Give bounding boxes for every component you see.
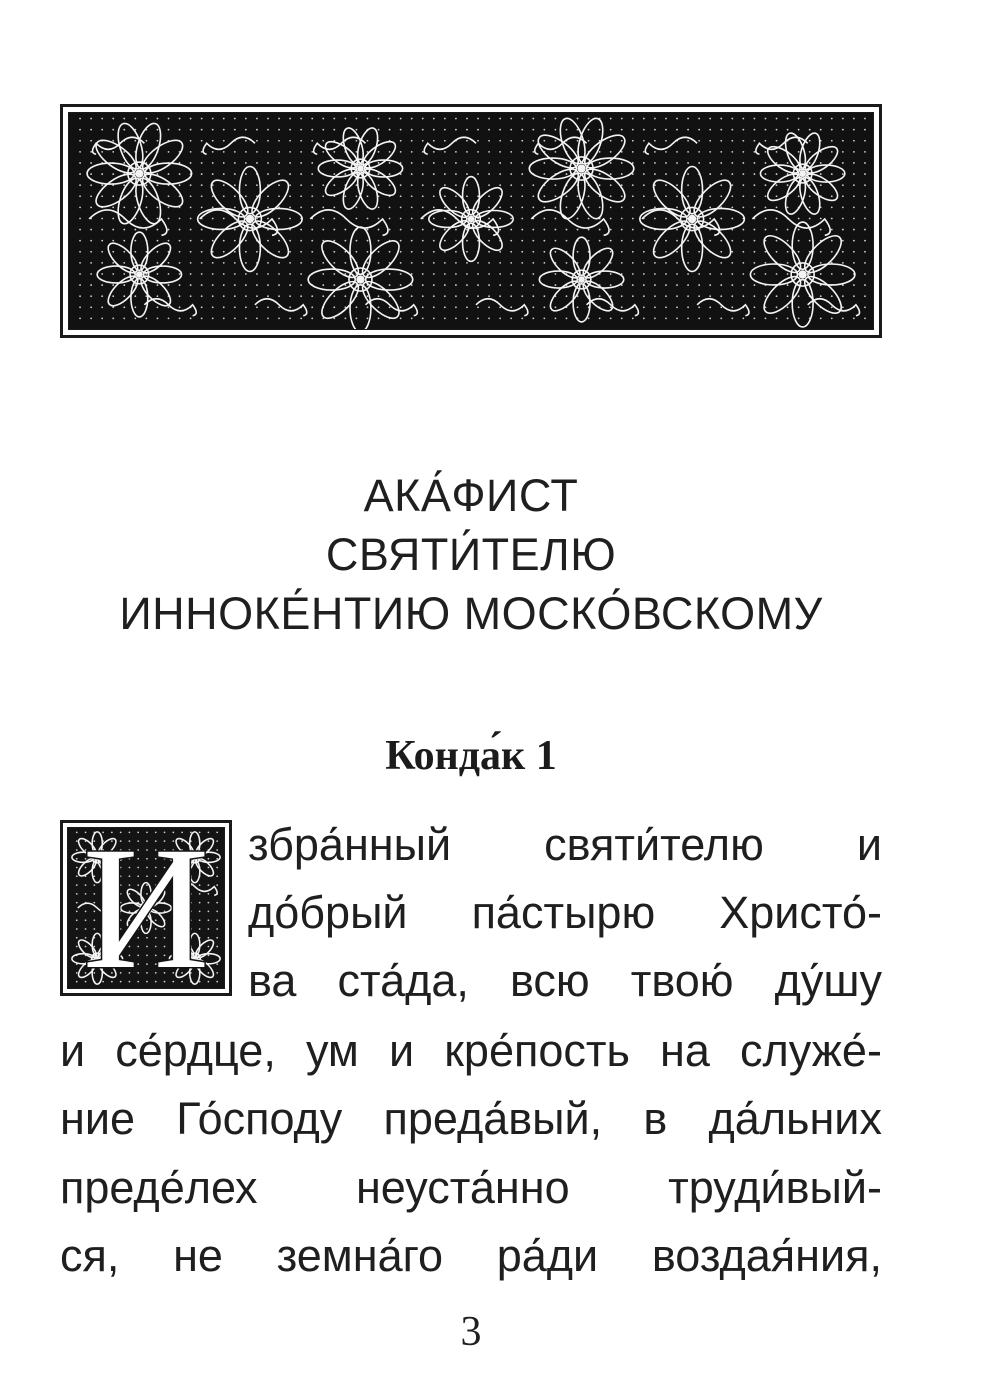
text-word: всю [510, 955, 590, 1006]
text-word: до́брый [248, 887, 408, 938]
text-word: труди́вый- [668, 1162, 882, 1213]
text-word: преде́лех [60, 1162, 258, 1213]
title-line-1: АКА́ФИСТ [363, 470, 579, 521]
text-word: ум [305, 1025, 359, 1076]
title-line-2: СВЯТИ́ТЕЛЮ [325, 529, 617, 580]
text-word: не [173, 1230, 223, 1281]
akathist-title [60, 466, 882, 643]
text-word: да́льних [708, 1093, 882, 1144]
ornament-pattern [68, 112, 874, 330]
text-word: святи́телю [544, 819, 764, 870]
text-word: па́стырю [471, 887, 656, 938]
text-word: Христо́- [719, 887, 882, 938]
text-word: збра́нный [248, 819, 452, 870]
text-line [60, 1155, 882, 1221]
drop-cap [60, 820, 232, 996]
drop-cap-ornament [67, 827, 225, 989]
title-line-3: ИННОКЕ́НТИЮ МОСКО́ВСКОМУ [119, 588, 823, 639]
drop-cap-letter: И [82, 827, 210, 989]
text-word: неуста́нно [355, 1162, 570, 1213]
text-line [60, 1223, 882, 1289]
text-word: ние [60, 1093, 136, 1144]
floral-ornament-icon [69, 113, 873, 329]
text-word: и [60, 1025, 86, 1076]
text-word: и [388, 1025, 415, 1076]
text-word: воздая́ния, [651, 1230, 882, 1281]
text-word: ся, [60, 1230, 120, 1281]
page-number: 3 [460, 1309, 482, 1355]
text-word: ва [248, 955, 297, 1006]
text-line [248, 948, 882, 1014]
text-line [248, 812, 882, 878]
kontakion-heading: Конда́к 1 [385, 733, 557, 779]
text-word: и [856, 819, 882, 870]
text-word: твою́ [630, 955, 734, 1006]
text-word: ду́шу [774, 955, 882, 1006]
text-word: Го́споду [176, 1093, 343, 1144]
text-word: земна́го [276, 1230, 444, 1281]
text-line [60, 1086, 882, 1152]
text-word: служе́- [740, 1025, 882, 1076]
text-word: кре́пость [444, 1025, 630, 1076]
text-word: ра́ди [496, 1230, 599, 1281]
text-word: преда́вый, [383, 1093, 603, 1144]
floral-ornament-band [60, 104, 882, 338]
text-line [248, 880, 882, 946]
text-word: се́рдце, [115, 1025, 276, 1076]
text-line [60, 1018, 882, 1084]
text-word: в [643, 1093, 668, 1144]
text-word: ста́да, [337, 955, 469, 1006]
text-word: на [660, 1025, 710, 1076]
